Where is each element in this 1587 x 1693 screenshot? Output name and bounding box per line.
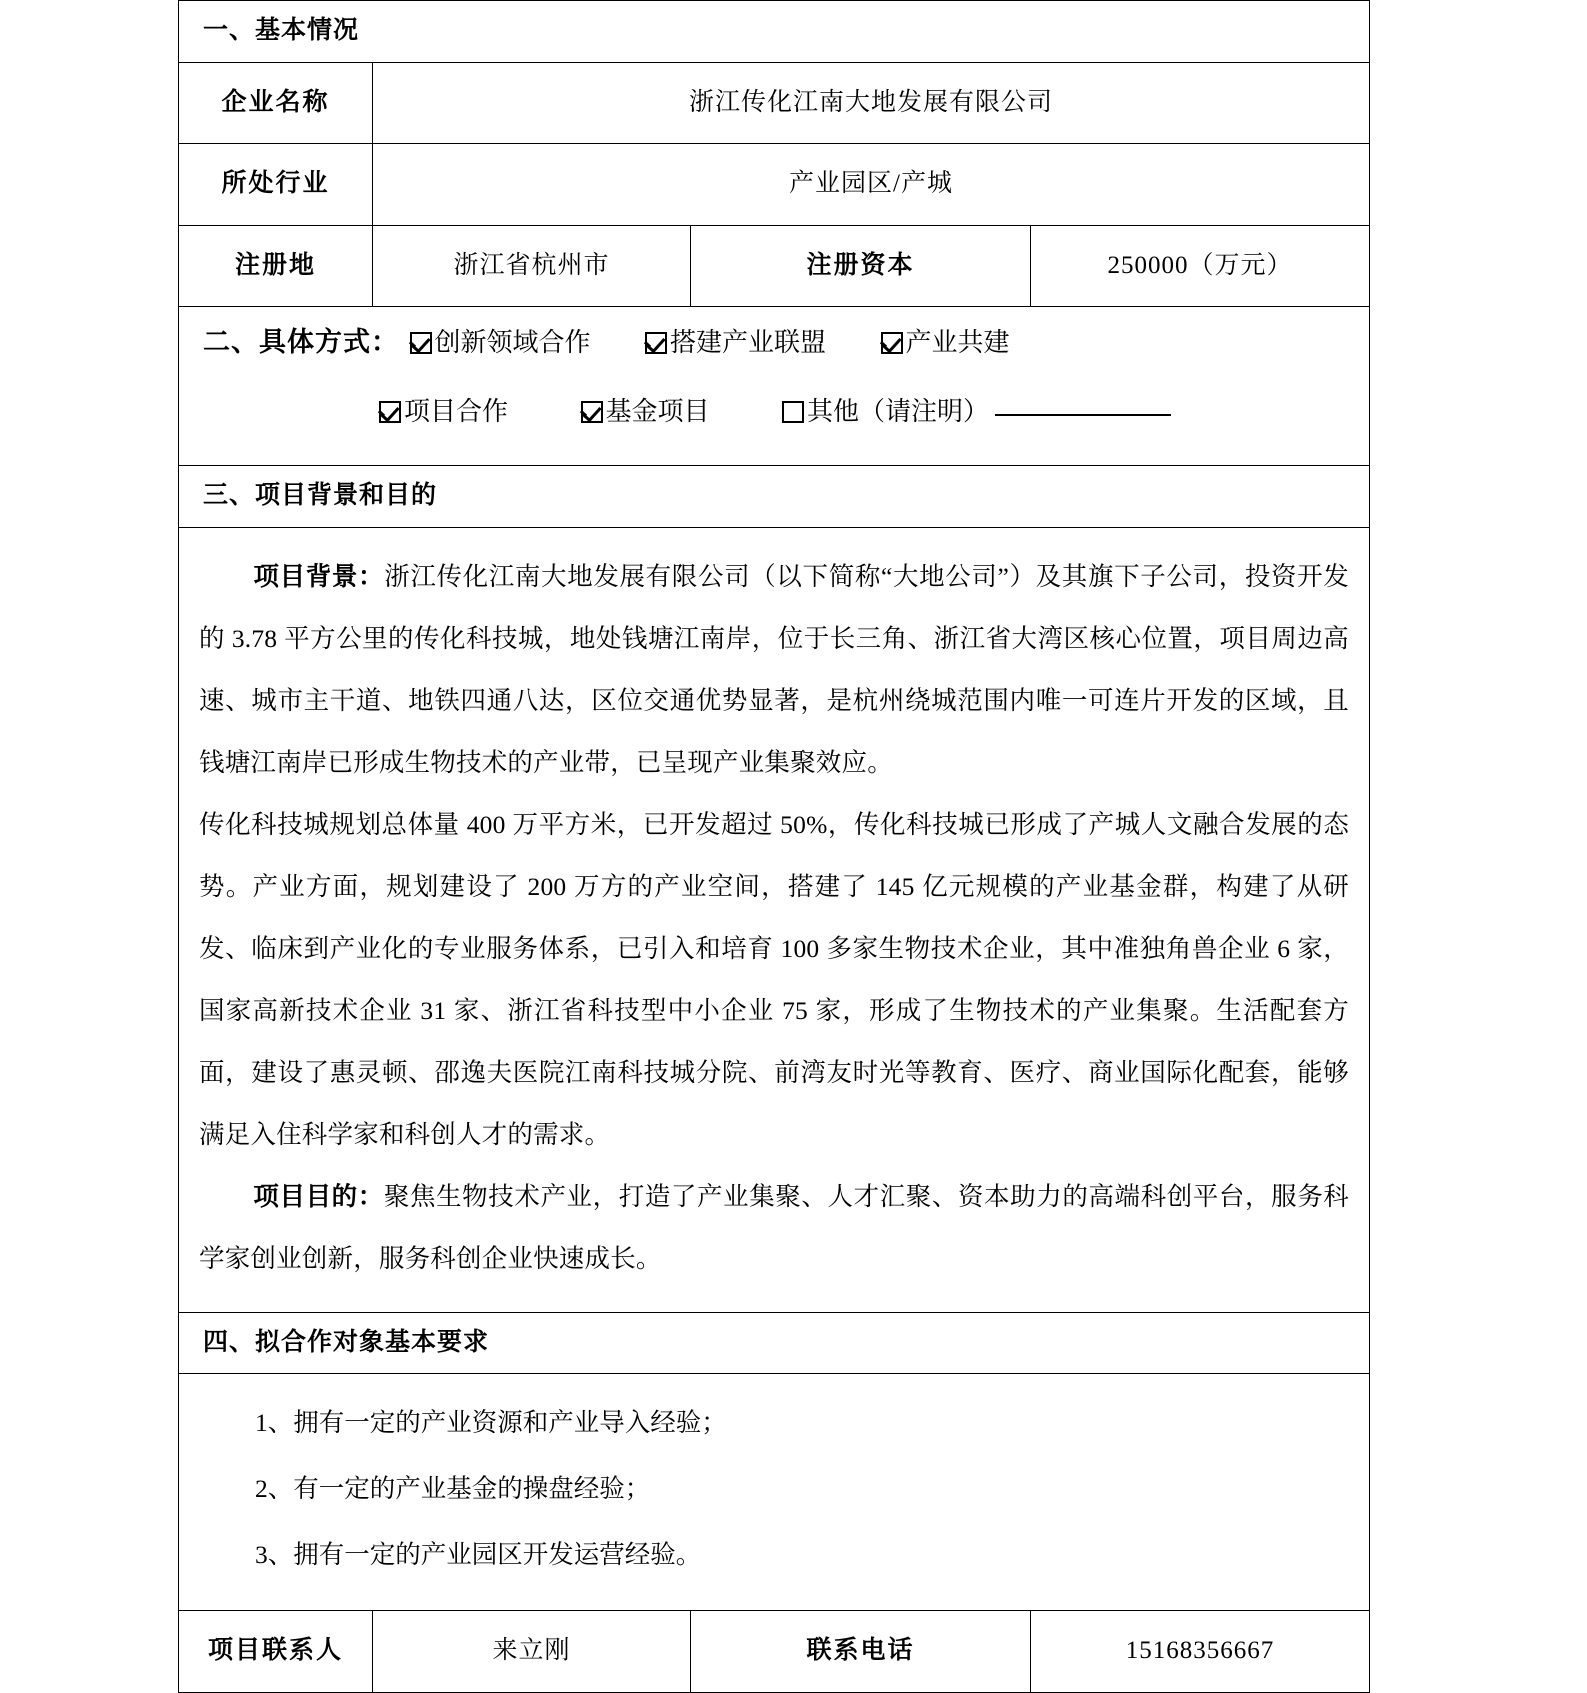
paragraph-background-2 bbox=[199, 794, 1349, 1166]
table-row-background-body bbox=[179, 527, 1370, 1312]
method-option-project[interactable] bbox=[379, 399, 508, 425]
paragraph-purpose-label: 项目目的： bbox=[253, 1181, 384, 1211]
section-heading-row-requirements bbox=[179, 1312, 1370, 1374]
checkbox-checked-icon[interactable] bbox=[645, 332, 667, 354]
method-option-alliance[interactable] bbox=[645, 330, 826, 356]
table-row-industry bbox=[179, 144, 1370, 226]
contact-person-label: 项目联系人 bbox=[179, 1611, 373, 1693]
contact-phone-value: 15168356667 bbox=[1031, 1611, 1370, 1693]
checkbox-checked-icon[interactable] bbox=[581, 401, 603, 423]
registration-place-label: 注册地 bbox=[179, 225, 373, 307]
method-option-label: 搭建产业联盟 bbox=[670, 328, 827, 357]
registration-place-value: 浙江省杭州市 bbox=[373, 225, 691, 307]
methods-line-2 bbox=[203, 399, 1369, 447]
paragraph-purpose bbox=[199, 1166, 1349, 1290]
paragraph-background-label: 项目背景： bbox=[253, 561, 385, 591]
checkbox-checked-icon[interactable] bbox=[379, 401, 401, 423]
list-item: 2、有一定的产业基金的操盘经验； bbox=[255, 1474, 651, 1503]
industry-value: 产业园区/产城 bbox=[373, 144, 1370, 226]
other-fill-in-blank[interactable] bbox=[995, 413, 1171, 416]
paragraph-background bbox=[199, 546, 1349, 794]
checkbox-checked-icon[interactable] bbox=[410, 332, 432, 354]
cooperation-intent-form bbox=[178, 0, 1370, 1693]
table-row-contact bbox=[179, 1611, 1370, 1693]
table-row-registration bbox=[179, 225, 1370, 307]
paragraph-background-2-text: 传化科技城规划总体量 400 万平方米，已开发超过 50%，传化科技城已形成了产城人文融合发展的态势。产业方面，规划建设了 200 万方的产业空间，搭建了 145 亿元规模的产业基金群，构建了从研发、临床到产业化的专业服务体系，已引入和培育 100 多家生物技术企业，其中准独角兽企业 6 家，国家高新技术企业 31 家、浙江省科技型中小企业 75 家，形成了生物技术的产业集聚。生活配套方面，建设了惠灵顿、邵逸夫医院江南科技城分院、前湾友时光等教育、医疗、商业国际化配套，能够满足入住科学家和科创人才的需求。 bbox=[199, 809, 1350, 1149]
table-row-company bbox=[179, 62, 1370, 144]
contact-phone-label: 联系电话 bbox=[691, 1611, 1031, 1693]
requirements-list-cell bbox=[179, 1374, 1370, 1611]
table-row-requirements-body bbox=[179, 1374, 1370, 1611]
background-body-cell bbox=[179, 527, 1370, 1312]
checkbox-checked-icon[interactable] bbox=[881, 332, 903, 354]
background-heading: 三、项目背景和目的 bbox=[179, 466, 1370, 528]
paragraph-purpose-text: 聚焦生物技术产业，打造了产业集聚、人才汇聚、资本助力的高端科创平台，服务科学家创业创新，服务科创企业快速成长。 bbox=[199, 1181, 1350, 1273]
methods-cell bbox=[179, 307, 1370, 466]
method-option-other[interactable] bbox=[782, 399, 1171, 425]
section-heading-row-background bbox=[179, 466, 1370, 528]
methods-heading: 二、具体方式： bbox=[203, 327, 399, 357]
list-item: 1、拥有一定的产业资源和产业导入经验； bbox=[255, 1408, 727, 1437]
method-option-label: 基金项目 bbox=[605, 397, 710, 426]
method-option-coconstruction[interactable] bbox=[881, 330, 1010, 356]
method-option-innovation[interactable] bbox=[410, 330, 591, 356]
contact-person-value: 来立刚 bbox=[373, 1611, 691, 1693]
company-name-label: 企业名称 bbox=[179, 62, 373, 144]
section-heading-row-basic bbox=[179, 1, 1370, 63]
method-option-label: 产业共建 bbox=[905, 328, 1010, 357]
table-row-methods bbox=[179, 307, 1370, 466]
list-item: 3、拥有一定的产业园区开发运营经验。 bbox=[255, 1540, 702, 1569]
method-option-fund[interactable] bbox=[581, 399, 710, 425]
method-option-label: 创新领域合作 bbox=[434, 328, 591, 357]
requirements-heading: 四、拟合作对象基本要求 bbox=[179, 1312, 1370, 1374]
method-option-label: 其他（请注明） bbox=[807, 397, 990, 426]
industry-label: 所处行业 bbox=[179, 144, 373, 226]
registered-capital-value: 250000（万元） bbox=[1031, 225, 1370, 307]
basic-info-heading: 一、基本情况 bbox=[179, 1, 1370, 63]
paragraph-background-text: 浙江传化江南大地发展有限公司（以下简称“大地公司”）及其旗下子公司，投资开发的 3.78 平方公里的传化科技城，地处钱塘江南岸，位于长三角、浙江省大湾区核心位置，项目周边高速、城市主干道、地铁四通八达，区位交通优势显著，是杭州绕城范围内唯一可连片开发的区域，且钱塘江南岸已形成生物技术的产业带，已呈现产业集聚效应。 bbox=[199, 561, 1350, 777]
company-name-value: 浙江传化江南大地发展有限公司 bbox=[373, 62, 1370, 144]
registered-capital-label: 注册资本 bbox=[691, 225, 1031, 307]
checkbox-unchecked-icon[interactable] bbox=[782, 401, 804, 423]
methods-line-1 bbox=[203, 329, 1369, 377]
method-option-label: 项目合作 bbox=[404, 397, 509, 426]
